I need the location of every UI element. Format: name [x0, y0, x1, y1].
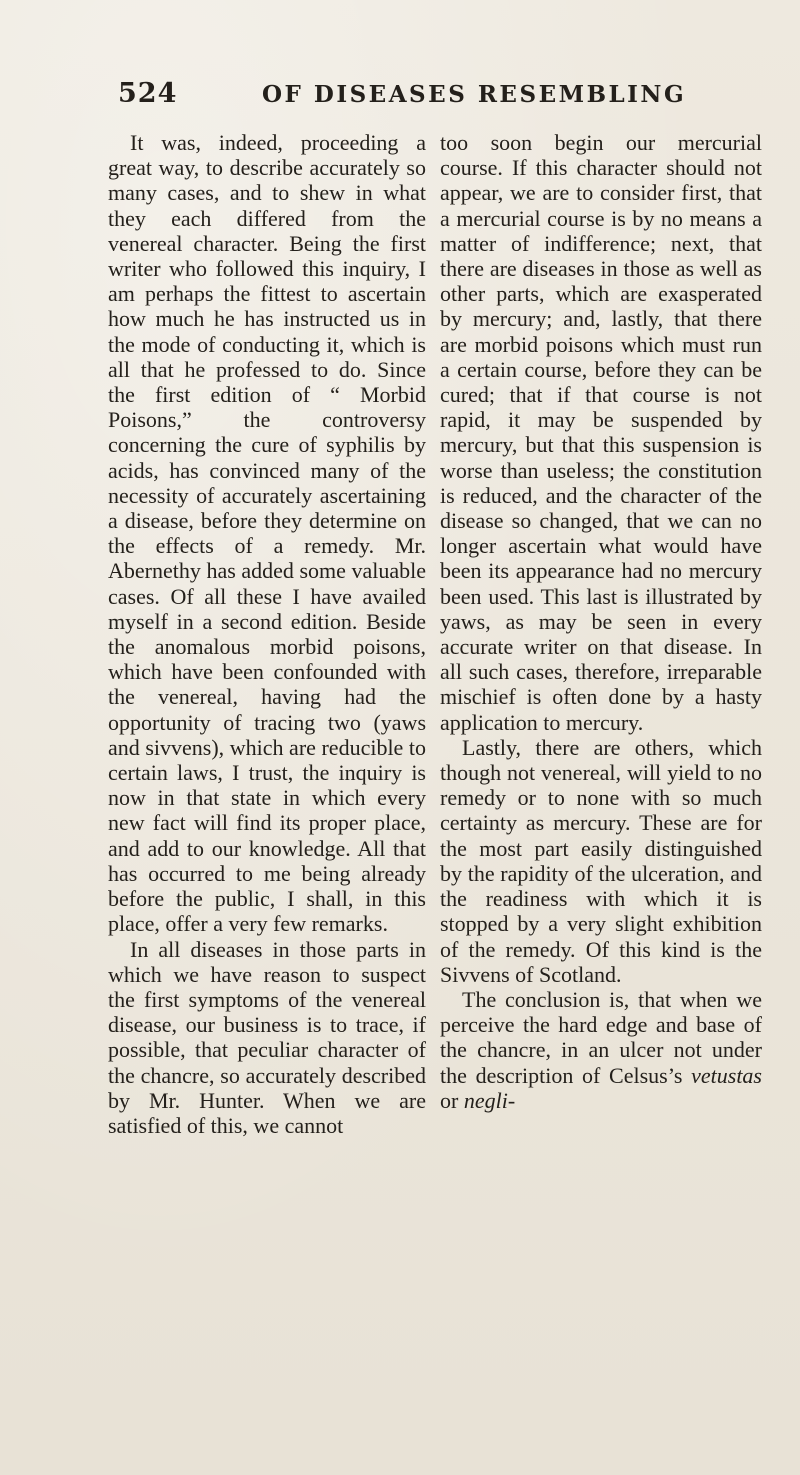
latin-term: negli-	[463, 1087, 516, 1113]
latin-term: vetustas	[691, 1062, 762, 1088]
page-number: 524	[118, 78, 178, 109]
right-column	[440, 130, 762, 1113]
paragraph: It was, indeed, proceeding a great way, to describe accurately so many cases, and to shew in what they each differed from the venereal character. Being the first writer who followed this inquiry, I am perhaps the fittest to ascertain how much he has instructed us in the mode of conducting it, which is all that he professed to do. Since the first edition of “ Morbid Poisons,” the controversy concerning the cure of syphilis by acids, has convinced many of the necessity of accurately ascertaining a disease, before they determine on the effects of a remedy. Mr. Abernethy has added some valuable cases. Of all these I have availed myself in a second edition. Beside the anomalous morbid poisons, which have been confounded with the venereal, having had the opportunity of tracing two (yaws and sivvens), which are reducible to certain laws, I trust, the inquiry is now in that state in which every new fact will find its proper place, and add to our knowledge. All that has occurred to me being already before the public, I shall, in this place, offer a very few remarks.	[108, 130, 426, 937]
paragraph: Lastly, there are others, which though not venereal, will yield to no remedy or to none with so much certainty as mercury. These are for the most part easily distinguished by the rapidity of the ulceration, and the readiness with which it is stopped by a very slight exhibition of the remedy. Of this kind is the Sivvens of Scotland.	[440, 734, 762, 987]
paragraph: too soon begin our mercurial course. If this character should not appear, we are to consider first, that a mercurial course is by no means a matter of indifference; next, that there are diseases in those as well as other parts, which are exasperated by mercury; and, lastly, that there are morbid poisons which must run a certain course, before they can be cured; that if that course is not rapid, it may be suspended by mercury, but that this suspension is worse than useless; the constitution is reduced, and the character of the disease so changed, that we can no longer ascertain what would have been its appearance had no mercury been used. This last is illustrated by yaws, as may be seen in every accurate writer on that disease. In all such cases, therefore, irreparable mischief is often done by a hasty application to mercury.	[440, 130, 762, 735]
running-head: OF DISEASES RESEMBLING	[262, 81, 687, 108]
paragraph-text: or	[440, 1087, 464, 1113]
page-header	[100, 78, 740, 118]
paragraph	[440, 987, 762, 1113]
paragraph: In all diseases in those parts in which we have reason to suspect the first symptoms of the venereal disease, our business is to trace, if possible, that peculiar character of the chancre, so accurately described by Mr. Hunter. When we are satisfied of this, we cannot	[108, 936, 426, 1138]
paragraph-text: The conclusion is, that when we perceive the hard edge and base of the chancre, in an ulcer not under the description of Celsus’s	[440, 986, 762, 1088]
left-column	[108, 130, 426, 1138]
